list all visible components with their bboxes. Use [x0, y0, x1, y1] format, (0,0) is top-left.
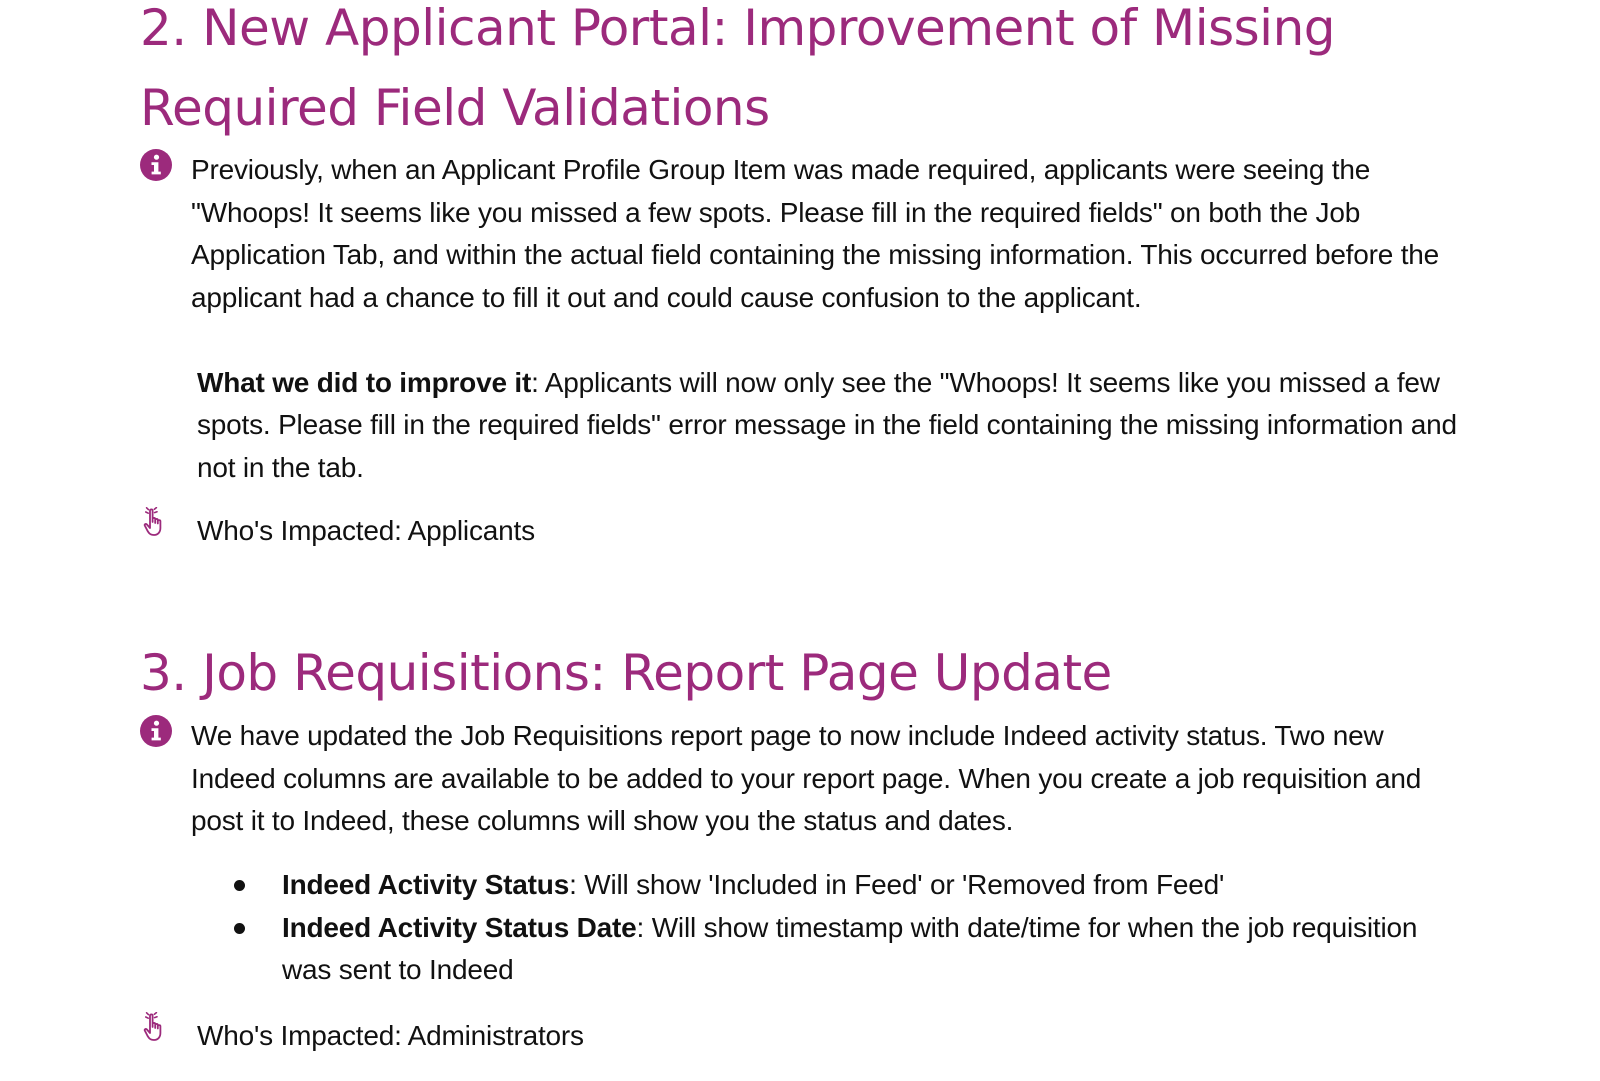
bullet-text: : Will show 'Included in Feed' or 'Removed from Feed': [569, 869, 1225, 900]
bullet-label: Indeed Activity Status: [282, 869, 570, 900]
section-2-heading: [140, 0, 1540, 148]
bullet-text: : Will show timestamp with date/time for when the job requisition was sent to Indeed: [282, 911, 1418, 985]
info-circle-icon: [140, 149, 174, 183]
info-circle-icon: [140, 715, 174, 749]
improve-label: What we did to improve it: [197, 366, 532, 398]
bullet-icon: [234, 923, 245, 934]
bullet-icon: [234, 880, 245, 891]
section-2-improve-paragraph: [197, 362, 1459, 490]
pointing-hand-icon: [140, 1012, 174, 1046]
section-2-info-text: Previously, when an Applicant Profile Group Item was made required, applicants were seeing the "Whoops! It seems like you missed a few spots. Please fill in the required fields" on both the Job Application Tab, and within the actual field containing the missing information. This occurred before the applicant had a chance to fill it out and could cause confusion to the applicant.: [191, 154, 1440, 313]
list-item: [230, 907, 1430, 992]
bullet-label: Indeed Activity Status Date: [282, 911, 637, 943]
pointing-hand-icon: [140, 507, 174, 541]
section-3-heading: 3. Job Requisitions: Report Page Update: [140, 644, 1112, 702]
section-3-body: [191, 715, 1459, 843]
list-item: [230, 864, 1430, 907]
section-2-body: [191, 149, 1459, 489]
section-2-heading-line1: 2. New Applicant Portal: Improvement of Missing: [140, 0, 1336, 57]
section-3-impacted: Who's Impacted: Administrators: [197, 1020, 584, 1051]
section-2-heading-line2: Required Field Validations: [140, 79, 770, 137]
section-3-info-text: We have updated the Job Requisitions report page to now include Indeed activity status. Two new Indeed columns are available to be added to your report page. When you create a job requisition and post it to Indeed, these columns will show you the status and dates.: [191, 720, 1422, 836]
improve-text: : Applicants will now only see the "Whoops! It seems like you missed a few spots. Please fill in the required fields" error message in the field containing the missing information and not in the tab.: [197, 366, 1457, 483]
section-2-impacted: Who's Impacted: Applicants: [197, 515, 535, 546]
indeed-columns-list: [230, 864, 1430, 992]
